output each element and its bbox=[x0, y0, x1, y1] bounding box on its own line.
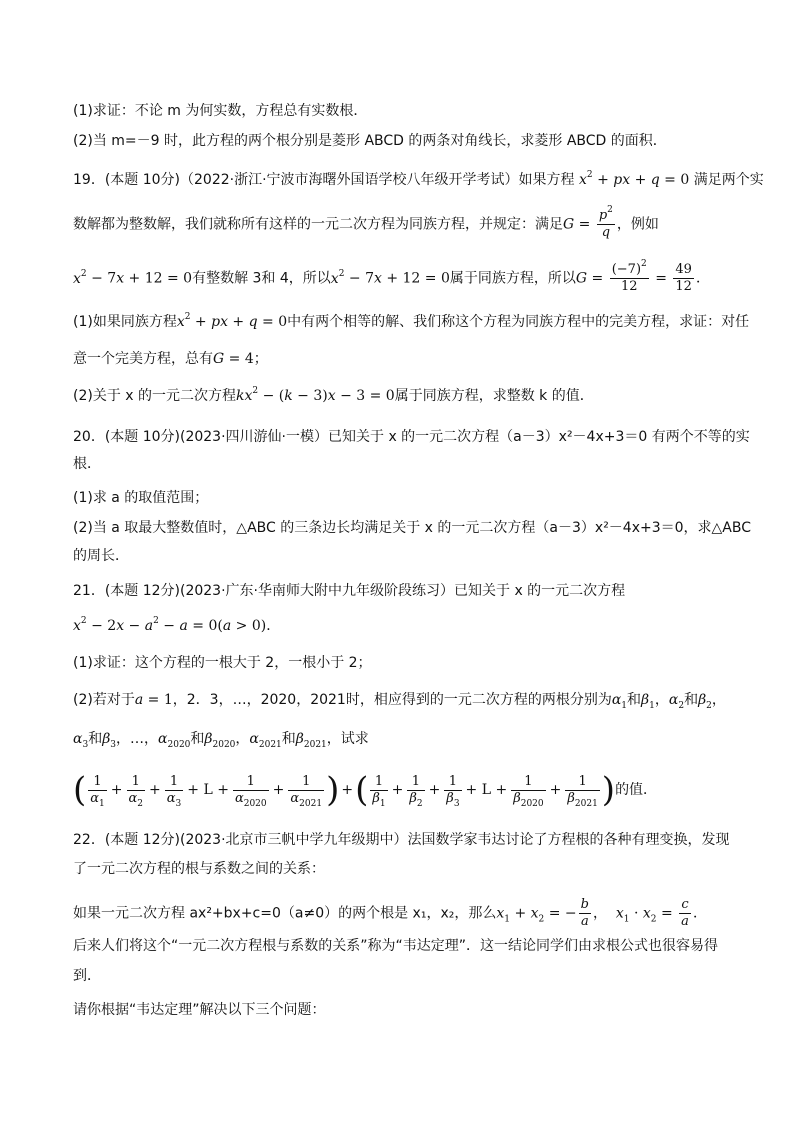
q18-part1: (1)求证：不论 m 为何实数，方程总有实数根． bbox=[73, 103, 368, 119]
q19-line2: 数解都为整数解，我们就称所有这样的一元二次方程为同族方程，并规定：满足G = $\frac{p^2}{q}$ ，例如 bbox=[73, 205, 659, 240]
q21-tail-text: 的值． bbox=[615, 782, 658, 798]
q22-line1: 22．(本题 12分)(2023·北京市三帆中学九年级期中）法国数学家韦达讨论了方程根的各种有理变换，发现 bbox=[73, 832, 730, 848]
q19-sub2-text: (2)关于 x 的一元二次方程 bbox=[73, 388, 237, 404]
q21-try-text: ，试求 bbox=[326, 731, 369, 747]
q21-line1: 21．(本题 12分)(2023·广东·华南师大附中九年级阶段练习）已知关于 x 的一元二次方程 bbox=[73, 583, 626, 599]
q19-sub1-text: (1)如果同族方程 bbox=[73, 314, 177, 330]
q20-sub2-line2: 的周长． bbox=[73, 548, 129, 564]
q21-sub2-line2: $\alpha_3$和$\beta_3$，…，$\alpha_{2020}$和$\beta_{2020}$，$\alpha_{2021}$和$\beta_{2021}$，试求 bbox=[73, 731, 369, 750]
example-g-value: $\frac{49}{12}$ bbox=[675, 262, 692, 294]
p2-over-q-fraction: $\frac{p^2}{q}$ bbox=[598, 205, 613, 240]
q19-header: 19．(本题 10分)（2022·浙江·宁波市海曙外国语学校八年级开学考试）如果方程 bbox=[73, 172, 575, 188]
q19-line3-text: 有整数解 3和 4，所以 bbox=[192, 270, 331, 287]
q19-line1-tail: 满足两个实 bbox=[693, 172, 764, 188]
q20-sub2-line1: (2)当 a 取最大整数值时，△ABC 的三条边长均满足关于 x 的一元二次方程（a－3）x²－4x+3＝0，求△ABC bbox=[73, 520, 752, 536]
q21-ellipsis: ，…， bbox=[116, 731, 159, 747]
q22-line4: 后来人们将这个“一元二次方程根与系数的关系”称为“韦达定理”．这一结论同学们由求根公式也很容易得 bbox=[73, 938, 719, 954]
q18-part2: (2)当 m=－9 时，此方程的两个根分别是菱形 ABCD 的两条对角线长，求菱形 ABCD 的面积． bbox=[73, 133, 667, 149]
q22-line5: 到． bbox=[73, 968, 101, 984]
q20-line2: 根． bbox=[73, 456, 101, 472]
q21-equation: $x^2 - 2x - a^2 - a = 0(a > 0)$． bbox=[73, 616, 281, 634]
q22-line3-text: 如果一元二次方程 ax²+bx+c=0（a≠0）的两个根是 x₁，x₂，那么 bbox=[73, 905, 497, 922]
q21-sub2-text: (2)若对于 bbox=[73, 692, 135, 708]
q21-sub2-line1: (2)若对于a = 1，2．3，…，2020，2021时，相应得到的一元二次方程的两根分别为$\alpha_1$和$\beta_1$，$\alpha_2$和$\beta_2$， bbox=[73, 692, 726, 711]
q20-line1: 20．(本题 10分)(2023·四川游仙·一模）已知关于 x 的一元二次方程（a－3）x²－4x+3＝0 有两个不等的实 bbox=[73, 429, 750, 445]
q21-sub1: (1)求证：这个方程的一根大于 2，一根小于 2； bbox=[73, 655, 372, 671]
q19-sub1-text3: 意一个完美方程，总有 bbox=[73, 351, 213, 367]
q19-line2-tail: ，例如 bbox=[616, 216, 659, 233]
q20-sub1: (1)求 a 的取值范围； bbox=[73, 490, 209, 506]
q22-line6: 请你根据“韦达定理”解决以下三个问题： bbox=[73, 1002, 326, 1018]
q22-line2: 了一元二次方程的根与系数之间的关系： bbox=[73, 861, 325, 877]
q19-line1: 19．(本题 10分)（2022·浙江·宁波市海曙外国语学校八年级开学考试）如果方程 $x^2$ + px + q = 0 满足两个实 bbox=[73, 170, 764, 188]
q19-sub1-text2: 中有两个相等的解、我们称这个方程为同族方程中的完美方程，求证：对任 bbox=[287, 314, 750, 330]
q19-sub1-line1: (1)如果同族方程$x^2$ + px + q = 0中有两个相等的解、我们称这个方程为同族方程中的完美方程，求证：对任 bbox=[73, 312, 750, 330]
q19-sub2: (2)关于 x 的一元二次方程$kx^2 - (k - 3)x - 3 = 0$属于同族方程，求整数 k 的值． bbox=[73, 386, 594, 404]
q19-sub1-line2: 意一个完美方程，总有G = 4； bbox=[73, 351, 268, 367]
example-g-fraction: $\frac{(-7)^2}{12}$ bbox=[611, 259, 647, 294]
q19-sub2-text2: 属于同族方程，求整数 k 的值． bbox=[394, 388, 594, 404]
q19-line2-text: 数解都为整数解，我们就称所有这样的一元二次方程为同族方程，并规定：满足 bbox=[73, 216, 563, 233]
q21-sum-expression: ( $\frac{1}{\alpha_1}$ + $\frac{1}{\alpha_2}$ + $\frac{1}{\alpha_3}$ + L + $\frac{1}{\alpha_{2020}}$ + $\frac{1}{\alpha_{2021}}$ ) +( $\frac{1}{\beta_1}$ + $\frac{1}{\beta_2}$ + $\frac{1}{\beta_3}$ + L + $\frac{1}{\beta_{2020}}$ + $\frac{1}{\beta_{2021}}$ )的值． bbox=[73, 770, 658, 810]
q19-line3-text2: 属于同族方程，所以 bbox=[449, 270, 576, 287]
c-over-a: $\frac{c}{a}$ bbox=[681, 897, 689, 929]
q21-sub2-text2: ，2．3，…，2020，2021时，相应得到的一元二次方程的两根分别为 bbox=[172, 692, 612, 708]
q19-line3: $x^2 - 7x + 12 = 0$有整数解 3和 4，所以$x^2 - 7x + 12 = 0$属于同族方程，所以G = $\frac{(-7)^2}{12}$ = $\frac{49}{12}$ ． bbox=[73, 259, 710, 294]
q22-line3: 如果一元二次方程 ax²+bx+c=0（a≠0）的两个根是 x₁，x₂，那么$x_1 + x_2$ = − $\frac{b}{a}$ ， $x_1 \cdot x_2$ = $\frac{c}{a}$ ． bbox=[73, 897, 707, 929]
minus-b-over-a: $\frac{b}{a}$ bbox=[580, 897, 589, 929]
